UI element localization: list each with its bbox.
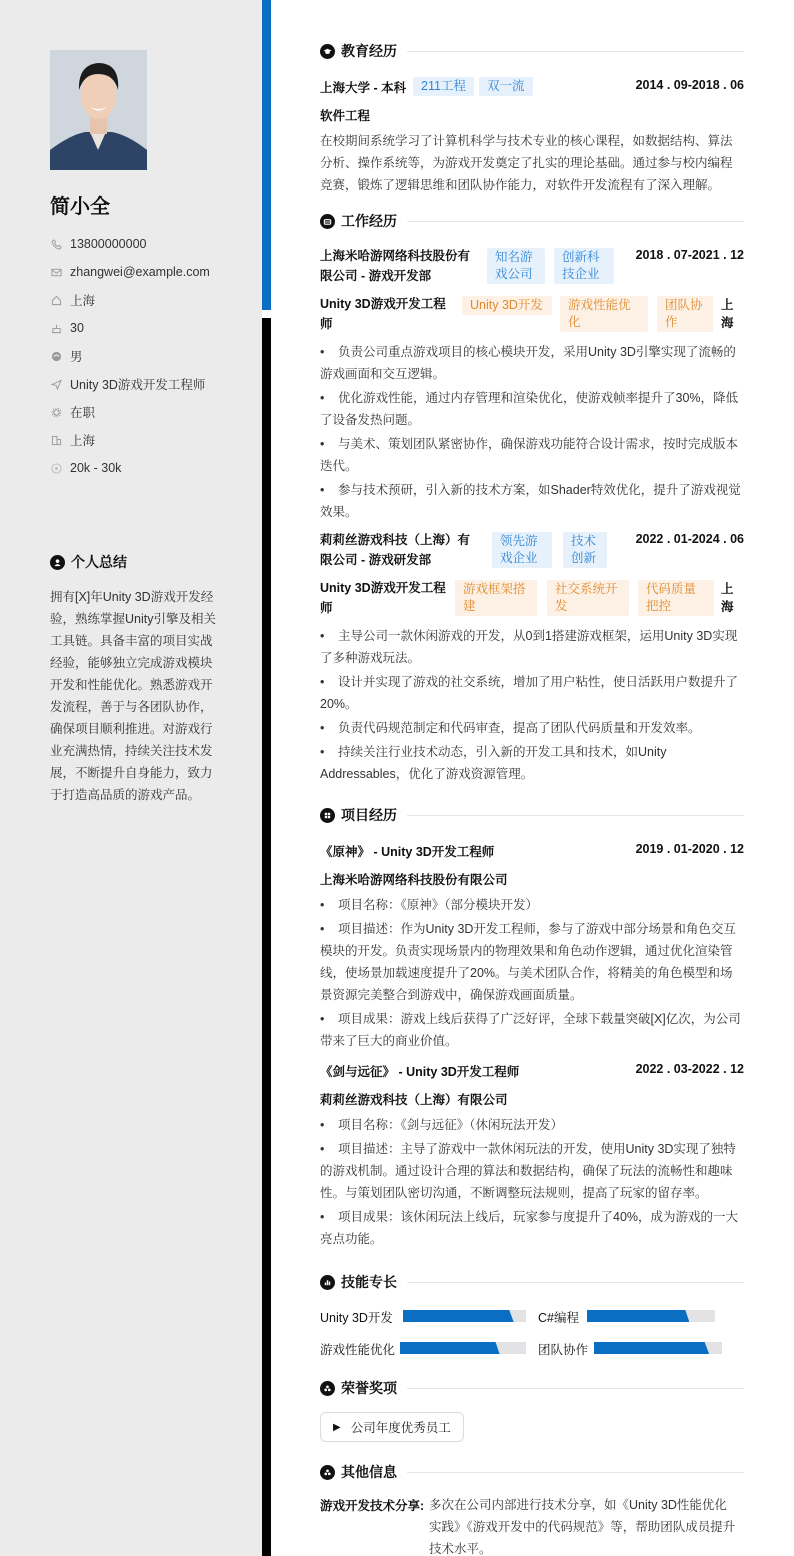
award-item[interactable] — [320, 1412, 464, 1442]
job-position: Unity 3D游戏开发工程师 — [320, 581, 446, 615]
skill-label: C#编程 — [538, 1311, 579, 1325]
project-name: 《原神》 - Unity 3D开发工程师 — [320, 845, 495, 859]
email-value: zhangwei@example.com — [70, 265, 210, 279]
section-title: 技能专长 — [341, 1274, 397, 1290]
divider — [407, 1388, 744, 1389]
company-tag: 技术创新 — [563, 532, 607, 568]
skill-tag: 游戏框架搭建 — [455, 580, 537, 616]
salary-icon — [50, 462, 62, 474]
list-item: • 项目成果：游戏上线后获得了广泛好评，全球下载量突破[X]亿次，为公司带来了巨大的商业价值。 — [320, 1012, 741, 1048]
section-work-header — [320, 211, 744, 231]
grid-icon — [320, 808, 335, 823]
divider — [407, 1282, 744, 1283]
list-item: • 项目描述：主导了游戏中一款休闲玩法的开发，使用Unity 3D实现了独特的游戏机制。通过设计合理的算法和数据结构，确保了玩法的流畅性和趣味性。与策划团队密切沟通，不断调整玩法规则，提高了玩家的留存率。 — [320, 1142, 736, 1200]
job-company: 莉莉丝游戏科技（上海）有限公司 - 游戏研发部 — [320, 533, 471, 567]
skill-tag: 社交系统开发 — [547, 580, 629, 616]
section-title: 工作经历 — [341, 213, 397, 229]
dark-strip — [262, 318, 271, 1556]
mail-icon — [50, 266, 62, 278]
section-awards-header — [320, 1378, 744, 1398]
accent-strip — [262, 0, 271, 310]
skill-label: 团队协作 — [538, 1343, 589, 1357]
divider — [407, 51, 744, 52]
skill-fill — [587, 1310, 689, 1322]
phone-value: 13800000000 — [70, 237, 147, 251]
company-tag: 创新科技企业 — [554, 248, 614, 284]
skill-fill — [400, 1342, 500, 1354]
skill-fill — [594, 1342, 709, 1354]
send-icon — [50, 378, 62, 390]
list-item: • 项目描述：作为Unity 3D开发工程师，参与了游戏中部分场景和角色交互模块的开发。负责实现场景内的物理效果和角色动作逻辑，通过优化渲染管线，使场景加载速度提升了20%。与美术团队合作，将精美的角色模型和场景资源完美整合到游戏中，确保游戏画面质量。 — [320, 922, 736, 1002]
list-item: • 主导公司一款休闲游戏的开发，从0到1搭建游戏框架，运用Unity 3D实现了多种游戏玩法。 — [320, 629, 738, 665]
job-company: 上海米哈游网络科技股份有限公司 - 游戏开发部 — [320, 249, 471, 283]
avatar — [50, 50, 147, 170]
award-label: 公司年度优秀员工 — [350, 1421, 451, 1435]
list-item: • 负责代码规范制定和代码审查，提高了团队代码质量和开发效率。 — [320, 721, 701, 735]
section-title: 其他信息 — [341, 1464, 397, 1480]
info-phone — [50, 230, 210, 258]
summary-text: 拥有[X]年Unity 3D游戏开发经验，熟练掌握Unity引擎及相关工具链。具备丰富的项目实战经验，能够独立完成游戏模块开发和性能优化。熟悉游戏开发流程，善于与各团队协作，确保项目顺利推进。对游戏行业充满热情，持续关注技术发展，不断提升自身能力，致力于打造高品质的游戏产品。 — [50, 590, 216, 802]
cake-icon — [50, 322, 62, 334]
gender-icon — [50, 350, 62, 362]
info-position — [50, 370, 210, 398]
info-location — [50, 286, 210, 314]
section-title: 教育经历 — [341, 43, 397, 59]
info-email — [50, 258, 210, 286]
section-skills-header — [320, 1272, 744, 1292]
city-value: 上海 — [70, 434, 96, 448]
project-company: 莉莉丝游戏科技（上海）有限公司 — [320, 1093, 508, 1107]
other-text: 多次在公司内部进行技术分享，如《Unity 3D性能优化实践》《游戏开发中的代码规范》等，帮助团队成员提升技术水平。 — [429, 1498, 736, 1556]
info-status — [50, 398, 210, 426]
graduation-cap-icon — [320, 44, 335, 59]
home-icon — [50, 294, 62, 306]
job-date: 2022 . 01-2024 . 06 — [635, 532, 744, 546]
gender-value: 男 — [70, 350, 83, 364]
job-city: 上海 — [721, 298, 734, 330]
salary-value: 20k - 30k — [70, 461, 122, 475]
skill-label: Unity 3D开发 — [320, 1311, 393, 1325]
other-label: 游戏开发技术分享: — [320, 1499, 425, 1513]
divider — [407, 221, 744, 222]
info-gender — [50, 342, 210, 370]
skill-tag: 代码质量把控 — [638, 580, 714, 616]
list-item: • 项目名称：《剑与远征》（休闲玩法开发） — [320, 1118, 564, 1132]
project-company: 上海米哈游网络科技股份有限公司 — [320, 873, 508, 887]
skill-tag: Unity 3D开发 — [462, 296, 552, 315]
skill-bar — [403, 1310, 526, 1322]
summary-heading — [50, 552, 127, 572]
user-icon — [50, 555, 65, 570]
list-item: • 设计并实现了游戏的社交系统，增加了用户粘性，使日活跃用户数提升了20%。 — [320, 675, 739, 711]
list-item: • 项目成果：该休闲玩法上线后，玩家参与度提升了40%，成为游戏的一大亮点功能。 — [320, 1210, 739, 1246]
phone-icon — [50, 238, 62, 250]
job-city: 上海 — [721, 582, 734, 614]
project-name: 《剑与远征》 - Unity 3D开发工程师 — [320, 1065, 520, 1079]
skill-bar — [587, 1310, 715, 1322]
education-description: 在校期间系统学习了计算机科学与技术专业的核心课程，如数据结构、算法分析、操作系统等，为游戏开发奠定了扎实的理论基础。通过参与校内编程竞赛，锻炼了逻辑思维和团队协作能力，对软件开发流程有了深入理解。 — [320, 134, 733, 192]
contact-info-list — [50, 230, 210, 482]
divider — [407, 815, 744, 816]
project-bullets — [320, 894, 744, 1054]
list-item: • 项目名称：《原神》（部分模块开发） — [320, 898, 539, 912]
summary-title: 个人总结 — [71, 554, 127, 570]
company-tag: 领先游戏企业 — [492, 532, 552, 568]
skill-tag: 游戏性能优化 — [560, 296, 648, 332]
briefcase-icon — [320, 214, 335, 229]
info-icon — [320, 1465, 335, 1480]
job-bullets — [320, 625, 744, 787]
skill-bar — [594, 1342, 722, 1354]
education-tag: 双一流 — [479, 77, 533, 96]
list-item: • 负责公司重点游戏项目的核心模块开发，采用Unity 3D引擎实现了流畅的游戏画面和交互逻辑。 — [320, 345, 736, 381]
list-item: • 优化游戏性能，通过内存管理和渲染优化，使游戏帧率提升了30%，降低了设备发热问题。 — [320, 391, 739, 427]
building-icon — [50, 434, 62, 446]
skill-tag: 团队协作 — [657, 296, 713, 332]
list-item: • 参与技术预研，引入新的技术方案，如Shader特效优化，提升了游戏视觉效果。 — [320, 483, 741, 519]
candidate-name: 简小全 — [50, 196, 110, 218]
major: 软件工程 — [320, 109, 371, 123]
school-name: 上海大学 - 本科 — [320, 81, 407, 95]
skill-bar — [400, 1342, 526, 1354]
info-city — [50, 426, 210, 454]
project-date: 2019 . 01-2020 . 12 — [635, 842, 744, 856]
section-other-header — [320, 1462, 744, 1482]
award-icon — [320, 1381, 335, 1396]
job-position: Unity 3D游戏开发工程师 — [320, 297, 446, 331]
education-tag: 211工程 — [413, 77, 474, 96]
job-date: 2018 . 07-2021 . 12 — [635, 248, 744, 262]
company-tag: 知名游戏公司 — [487, 248, 545, 284]
list-item: • 与美术、策划团队紧密协作，确保游戏功能符合设计需求，按时完成版本迭代。 — [320, 437, 739, 473]
skill-fill — [403, 1310, 514, 1322]
section-title: 项目经历 — [341, 807, 397, 823]
project-bullets — [320, 1114, 744, 1252]
section-title: 荣誉奖项 — [341, 1380, 397, 1396]
education-date: 2014 . 09-2018 . 06 — [635, 78, 744, 92]
divider — [407, 1472, 744, 1473]
location-value: 上海 — [70, 294, 96, 308]
bar-chart-icon — [320, 1275, 335, 1290]
position-value: Unity 3D游戏开发工程师 — [70, 378, 206, 392]
age-value: 30 — [70, 321, 84, 335]
section-projects-header — [320, 805, 744, 825]
status-value: 在职 — [70, 406, 96, 420]
list-item: • 持续关注行业技术动态，引入新的开发工具和技术，如Unity Addressables，优化了游戏资源管理。 — [320, 745, 667, 781]
info-age — [50, 314, 210, 342]
info-salary — [50, 454, 210, 482]
triangle-right-icon: ▶ — [333, 1421, 341, 1433]
gear-icon — [50, 406, 62, 418]
job-bullets — [320, 341, 744, 525]
skill-label: 游戏性能优化 — [320, 1343, 396, 1357]
project-date: 2022 . 03-2022 . 12 — [635, 1062, 744, 1076]
section-education-header — [320, 41, 744, 61]
